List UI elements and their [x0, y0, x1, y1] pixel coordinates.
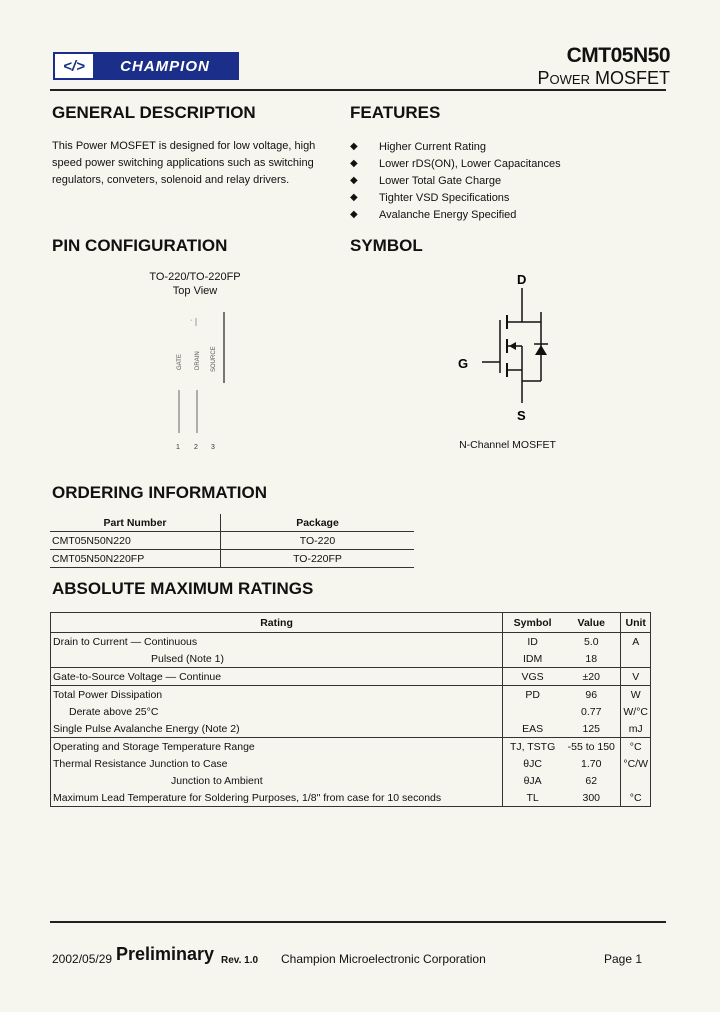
footer-rule [50, 921, 666, 923]
description-line: This Power MOSFET is designed for low voltage, high [52, 140, 316, 152]
column-header: Package [221, 514, 415, 532]
absolute-maximum-ratings-heading: ABSOLUTE MAXIMUM RATINGS [52, 579, 314, 598]
table-row: Operating and Storage Temperature Range TJ, TSTG -55 to 150 °C [51, 738, 651, 756]
bullet-icon: ◆ [350, 175, 358, 186]
table-row: Derate above 25°C 0.77 W/°C [51, 703, 651, 720]
pin-label-drain: DRAIN [195, 351, 201, 370]
footer-revision: Rev. 1.0 [221, 955, 259, 966]
bullet-icon: ◆ [350, 192, 358, 203]
ordering-table [50, 514, 414, 568]
logo-text: CHAMPION [93, 54, 237, 78]
pin-diagram [160, 300, 240, 455]
package-label: TO-220/TO-220FP Top View [149, 271, 241, 297]
footer-page: Page 1 [604, 952, 643, 966]
pin-configuration-heading: PIN CONFIGURATION [52, 236, 228, 255]
ratings-table [50, 612, 651, 807]
feature-item: ◆ Lower rDS(ON), Lower Capacitances [350, 157, 561, 170]
table-row [50, 550, 414, 568]
footer-date: 2002/05/29 [52, 952, 113, 966]
company-logo [53, 52, 239, 80]
table-cell: TO-220FP [221, 550, 415, 568]
source-label: S [517, 408, 526, 423]
table-row: Thermal Resistance Junction to Case θJC 1.70 °C/W [51, 755, 651, 772]
features-list [350, 138, 561, 223]
ordering-information-heading: ORDERING INFORMATION [52, 483, 268, 502]
pin-number: 2 [194, 444, 198, 451]
drain-label: D [517, 272, 527, 287]
bullet-icon: ◆ [350, 141, 358, 152]
logo-mark: </> [63, 57, 85, 75]
pin-label-gate: GATE [177, 354, 183, 370]
footer-company: Champion Microelectronic Corporation [281, 952, 486, 966]
description-line: speed power switching applications such as switching [52, 157, 314, 169]
header-rule [50, 89, 666, 91]
bullet-icon: ◆ [350, 158, 358, 169]
gate-label: G [458, 356, 469, 371]
table-header-row [50, 514, 414, 532]
mosfet-symbol [450, 265, 570, 430]
table-row: Maximum Lead Temperature for Soldering Purposes, 1/8" from case for 10 seconds TL 300 °C [51, 789, 651, 807]
table-row: Pulsed (Note 1) IDM 18 [51, 650, 651, 668]
svg-text:·: · [190, 317, 193, 324]
features-heading: FEATURES [350, 103, 441, 122]
table-cell: CMT05N50N220 [50, 532, 221, 550]
table-row: Drain to Current — Continuous ID 5.0 A [51, 633, 651, 651]
general-description-text [52, 138, 332, 189]
table-row: Single Pulse Avalanche Energy (Note 2) EAS 125 mJ [51, 720, 651, 738]
bullet-icon: ◆ [350, 209, 358, 220]
description-line: regulators, conveters, solenoid and relay drivers. [52, 174, 290, 186]
feature-item: ◆ Lower Total Gate Charge [350, 174, 502, 187]
general-description-heading: GENERAL DESCRIPTION [52, 103, 256, 122]
pin-label-source: SOURCE [211, 346, 217, 372]
table-row: Total Power Dissipation PD 96 W [51, 686, 651, 704]
document-subtitle: POWER MOSFET [537, 68, 670, 88]
symbol-heading: SYMBOL [350, 236, 423, 255]
table-row: Gate-to-Source Voltage — Continue VGS ±20 V [51, 668, 651, 686]
column-header: Unit [621, 613, 651, 633]
table-row [50, 532, 414, 550]
feature-item: ◆ Higher Current Rating [350, 140, 486, 153]
column-header: Value [562, 613, 621, 633]
column-header: Rating [51, 613, 503, 633]
table-cell: CMT05N50N220FP [50, 550, 221, 568]
column-header: Part Number [50, 514, 221, 532]
symbol-caption: N-Channel MOSFET [459, 439, 556, 451]
column-header: Symbol [503, 613, 563, 633]
footer-status: Preliminary [116, 944, 215, 964]
table-header-row [51, 613, 651, 633]
feature-item: ◆ Avalanche Energy Specified [350, 208, 517, 221]
table-cell: TO-220 [221, 532, 415, 550]
pin-number: 1 [176, 444, 180, 451]
feature-item: ◆ Tighter VSD Specifications [350, 191, 510, 204]
table-row: Junction to Ambient θJA 62 [51, 772, 651, 789]
pin-number: 3 [211, 444, 215, 451]
part-number: CMT05N50 [566, 44, 670, 67]
